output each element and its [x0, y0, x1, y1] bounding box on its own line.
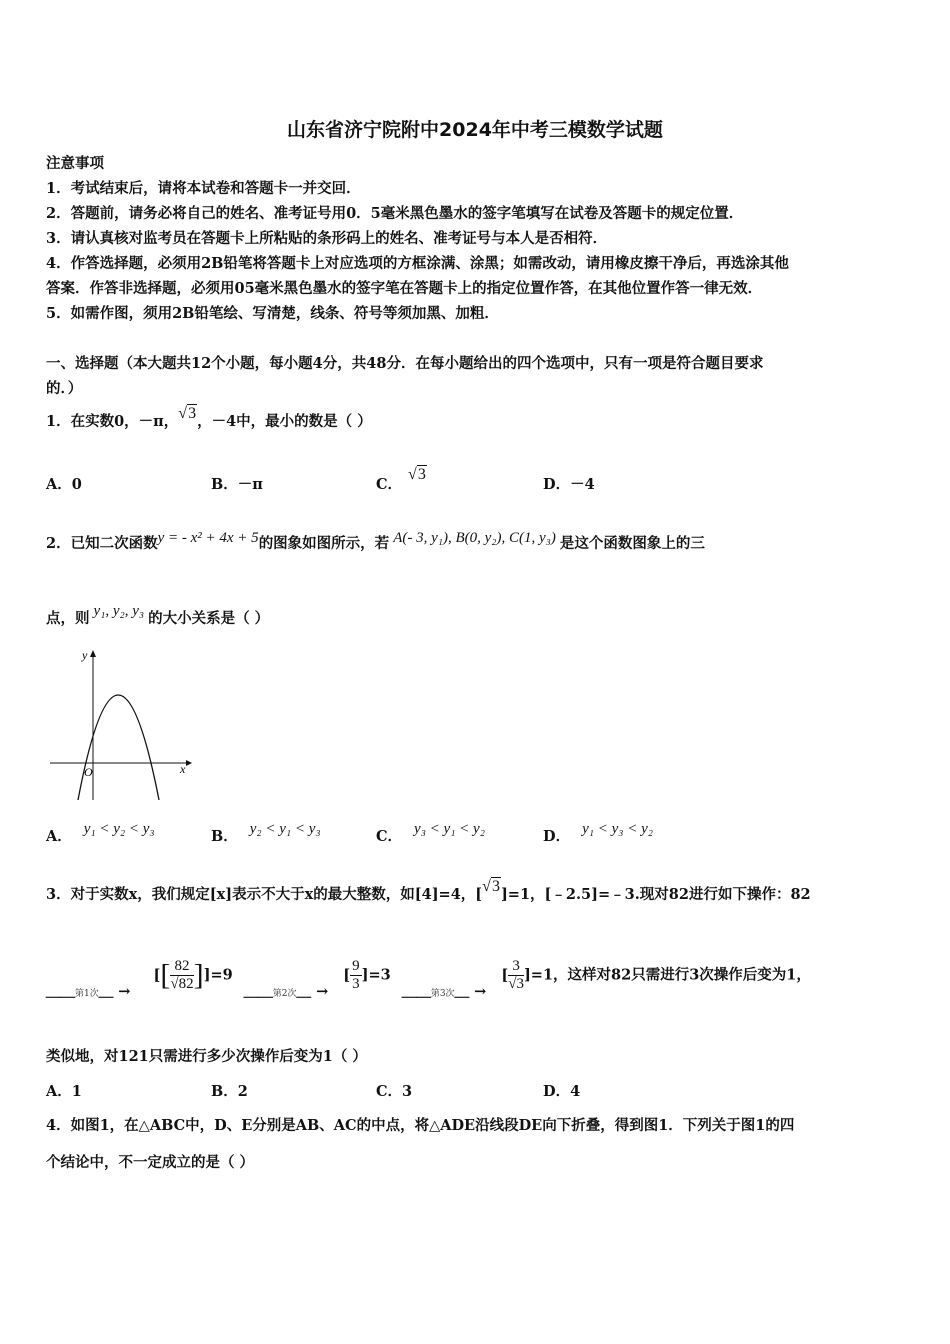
q1-sqrt: √3 — [178, 405, 197, 422]
y-axis-arrow — [90, 650, 96, 657]
q1-option-c-sqrt: √3 — [408, 466, 426, 483]
q2-suffix: 是这个函数图象上的三 — [559, 535, 705, 552]
q3-sqrt: √3 — [482, 878, 500, 895]
q1-prefix: 1．在实数0，－π， — [46, 413, 179, 430]
step-3-label: 第3次 — [430, 988, 455, 999]
q2-option-d: D． y₁ < y₃ < y₂ — [543, 821, 653, 845]
notice-item: 答案．作答非选择题，必须用05毫米黑色墨水的签字笔在答题卡上的指定位置作答，在其他位置作答一律无效． — [46, 280, 763, 297]
notice-item: 5．如需作图，须用2B铅笔绘、写清楚，线条、符号等须加黑、加粗． — [46, 305, 499, 322]
q2-option-b: B． y₂ < y₁ < y₃ — [211, 821, 321, 845]
q3-operations: ＿＿第1次＿ → [[ $\frac{82}{√82}$ ]]=9 ＿＿第2次＿ → [ $\frac{9}{3}$ ]=3 ＿＿第3次＿ → [ $\frac{3}{√3}$ ]=1，这样对82只需进行3次操作后变为1， — [46, 958, 811, 1000]
q3-option-a: A．1 — [46, 1083, 82, 1100]
notice-item: 4．作答选择题，必须用2B铅笔将答题卡上对应选项的方框涂满、涂黑；如需改动，请用橡皮擦干净后，再选涂其他 — [46, 255, 789, 272]
x-axis-arrow — [186, 760, 192, 766]
q3-option-c: C．3 — [376, 1083, 413, 1100]
q1-option-a: A．0 — [46, 476, 82, 493]
q2-option-a: A． y₁ < y₂ < y₃ — [46, 821, 155, 845]
question-1 — [46, 405, 372, 431]
question-3-line3: 类似地，对121只需进行多少次操作后变为1（ ） — [46, 1048, 367, 1065]
q1-suffix: ，－4中，最小的数是（ ） — [197, 413, 372, 430]
step-2-label: 第2次 — [272, 988, 297, 999]
question-2 — [46, 532, 705, 553]
q3-fraction-2: $\frac{9}{3}$ — [352, 958, 360, 992]
section-heading: 一、选择题（本大题共12个小题，每小题4分，共48分．在每小题给出的四个选项中，只有一项是符合题目要求 — [46, 355, 764, 372]
parabola-curve — [78, 695, 159, 800]
q2-function: y = - x² + 4x + 5 — [157, 530, 259, 546]
page-title: 山东省济宁院附中2024年中考三模数学试题 — [287, 119, 663, 141]
origin-label: O — [84, 765, 93, 779]
q2-option-c: C． y₃ < y₁ < y₂ — [376, 821, 485, 845]
q3-fraction-1: $\frac{82}{√82}$ — [170, 958, 194, 992]
q2-points: A(- 3, y₁), B(0, y₂), C(1, y₃) — [393, 530, 556, 546]
section-heading-cont: 的．） — [46, 380, 83, 397]
question-2-line2: 点，则 y₁, y₂, y₃ 的大小关系是（ ） — [46, 603, 270, 627]
q2-vars: y₁, y₂, y₃ — [93, 603, 145, 619]
q2-mid: 的图象如图所示，若 — [258, 535, 390, 552]
q1-option-b: B．－π — [211, 476, 263, 493]
q2-parabola-graph — [46, 645, 196, 805]
y-axis-label: y — [82, 648, 88, 662]
q3-option-d: D．4 — [543, 1083, 581, 1100]
q1-option-c: C．√3 — [376, 466, 426, 493]
notice-item: 2．答题前，请务必将自己的姓名、准考证号用0．5毫米黑色墨水的签字笔填写在试卷及答题卡的规定位置． — [46, 205, 744, 222]
q2-prefix: 2．已知二次函数 — [46, 535, 158, 552]
q1-option-d: D．－4 — [543, 476, 595, 493]
notice-item: 3．请认真核对监考员在答题卡上所粘贴的条形码上的姓名、准考证号与本人是否相符． — [46, 230, 608, 247]
x-axis-label: x — [180, 762, 186, 776]
step-1-label: 第1次 — [75, 988, 99, 999]
q3-fraction-3: $\frac{3}{√3}$ — [508, 958, 524, 992]
q3-option-b: B．2 — [211, 1083, 248, 1100]
notice-item: 1．考试结束后，请将本试卷和答题卡一并交回． — [46, 180, 361, 197]
question-4: 4．如图1，在△ABC中，D、E分别是AB、AC的中点，将△ADE沿线段DE向下折叠，得到图1．下列关于图1的四 — [46, 1117, 795, 1134]
notice-heading: 注意事项 — [46, 155, 104, 172]
question-3: 3．对于实数x，我们规定[x]表示不大于x的最大整数，如[4]=4，[√3]=1，[﹣2.5]=﹣3.现对82进行如下操作：82 — [46, 878, 811, 903]
question-4-line2: 个结论中，不一定成立的是（ ） — [46, 1154, 255, 1171]
